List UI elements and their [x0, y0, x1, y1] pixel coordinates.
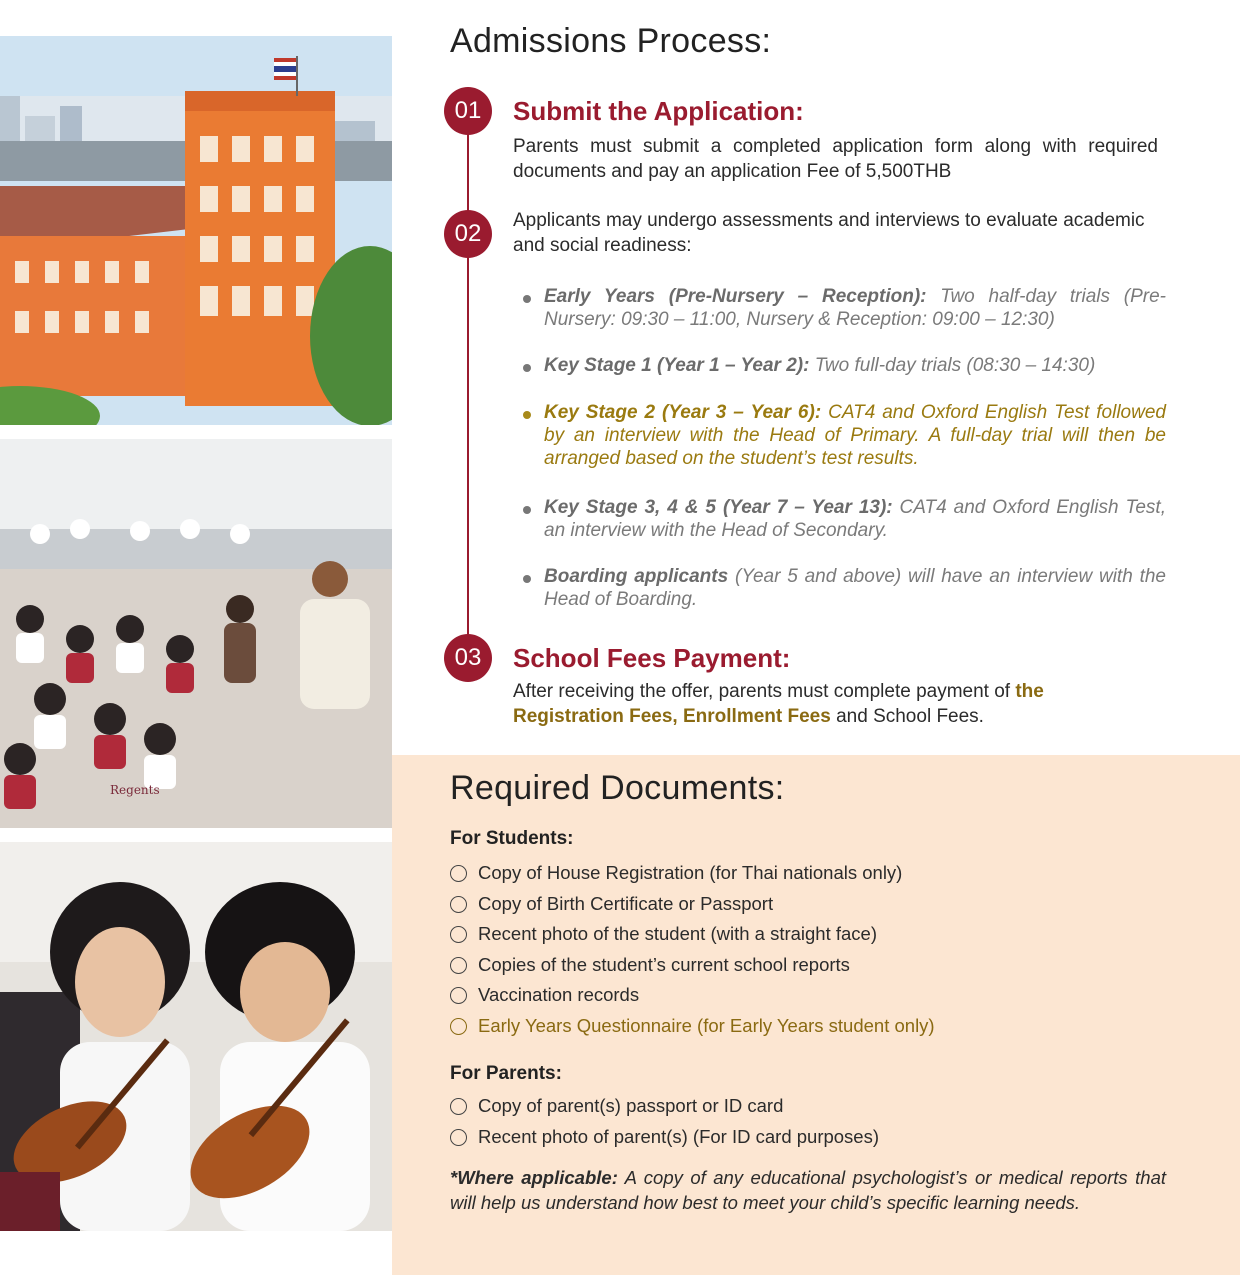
assessment-item-key-stage-3-5: [523, 496, 1166, 542]
circle-bullet-icon: [450, 865, 467, 882]
circle-bullet-icon: [450, 926, 467, 943]
assessment-item-label: Key Stage 3, 4 & 5 (Year 7 – Year 13):: [544, 497, 893, 518]
assessment-item-detail: (Year 5 and above) will have an interview with the Head of Boarding.: [544, 566, 1166, 610]
document-item: Vaccination records: [450, 983, 935, 1014]
assessment-item-key-stage-1: [523, 354, 1166, 377]
circle-bullet-icon: [450, 1129, 467, 1146]
parents-document-list: [450, 1094, 879, 1155]
step-3-text-before: After receiving the offer, parents must complete payment of: [513, 681, 1016, 702]
document-item: Recent photo of the student (with a straight face): [450, 922, 935, 953]
assessment-item-label: Key Stage 2 (Year 3 – Year 6):: [544, 402, 822, 423]
bullet-dot-icon: [523, 411, 531, 419]
document-item: Copy of Birth Certificate or Passport: [450, 892, 935, 923]
bullet-dot-icon: [523, 364, 531, 372]
bullet-dot-icon: [523, 506, 531, 514]
assessment-item-detail: CAT4 and Oxford English Test followed by an interview with the Head of Primary. A full-day trial will then be arranged based on the student’s test results.: [544, 402, 1166, 469]
assessment-item-detail: Two half-day trials (Pre-Nursery: 09:30 – 11:00, Nursery & Reception: 09:00 – 12:30): [544, 286, 1166, 330]
violin-students-photo: [0, 842, 392, 1231]
classroom-children-photo: [0, 439, 392, 828]
step-3-fees-highlight: the Registration Fees, Enrollment Fees: [513, 681, 1044, 727]
circle-bullet-icon: [450, 1098, 467, 1115]
step-3-text: [513, 679, 1158, 729]
campus-sign-text: Regents: [110, 783, 160, 797]
document-item-early-years: Early Years Questionnaire (for Early Years student only): [450, 1014, 935, 1045]
document-item: Copy of parent(s) passport or ID card: [450, 1094, 879, 1125]
step-2-number-badge: 02: [444, 210, 492, 258]
where-applicable-note: [450, 1165, 1166, 1215]
assessment-item-detail: Two full-day trials (08:30 – 14:30): [809, 355, 1096, 376]
circle-bullet-icon: [450, 1018, 467, 1035]
timeline-line: [467, 110, 469, 660]
step-1-heading: Submit the Application:: [513, 96, 804, 126]
assessment-item-early-years: [523, 285, 1166, 331]
assessment-item-label: Early Years (Pre-Nursery – Reception):: [544, 286, 927, 307]
document-item: Recent photo of parent(s) (For ID card purposes): [450, 1125, 879, 1156]
campus-building-photo: [0, 36, 392, 425]
for-parents-heading: For Parents:: [450, 1063, 562, 1084]
step-1-text: Parents must submit a completed application form along with required documents and pay an application Fee of 5,500THB: [513, 136, 1158, 182]
step-3-heading: School Fees Payment:: [513, 643, 791, 673]
circle-bullet-icon: [450, 957, 467, 974]
step-3-number-badge: 03: [444, 634, 492, 682]
step-2-text: Applicants may undergo assessments and interviews to evaluate academic and social readiness:: [513, 210, 1145, 256]
step-3-text-after: and School Fees.: [830, 706, 984, 727]
for-students-heading: For Students:: [450, 828, 574, 849]
students-document-list: [450, 861, 935, 1045]
assessment-item-boarding: [523, 565, 1166, 611]
bullet-dot-icon: [523, 295, 531, 303]
admissions-title: Admissions Process:: [450, 22, 772, 60]
bullet-dot-icon: [523, 575, 531, 583]
assessment-item-detail: CAT4 and Oxford English Test, an interview with the Head of Secondary.: [544, 497, 1166, 541]
note-text: A copy of any educational psychologist’s or medical reports that will help us understand how best to meet your child’s specific learning needs.: [450, 1167, 1167, 1213]
document-item: Copy of House Registration (for Thai nationals only): [450, 861, 935, 892]
document-item: Copies of the student’s current school reports: [450, 953, 935, 984]
circle-bullet-icon: [450, 987, 467, 1004]
note-label: *Where applicable:: [450, 1167, 618, 1188]
assessment-item-label: Boarding applicants: [544, 566, 729, 587]
circle-bullet-icon: [450, 896, 467, 913]
step-1-number-badge: 01: [444, 87, 492, 135]
required-documents-title: Required Documents:: [450, 769, 785, 807]
assessment-item-key-stage-2: [523, 401, 1166, 470]
assessment-item-label: Key Stage 1 (Year 1 – Year 2):: [544, 355, 810, 376]
